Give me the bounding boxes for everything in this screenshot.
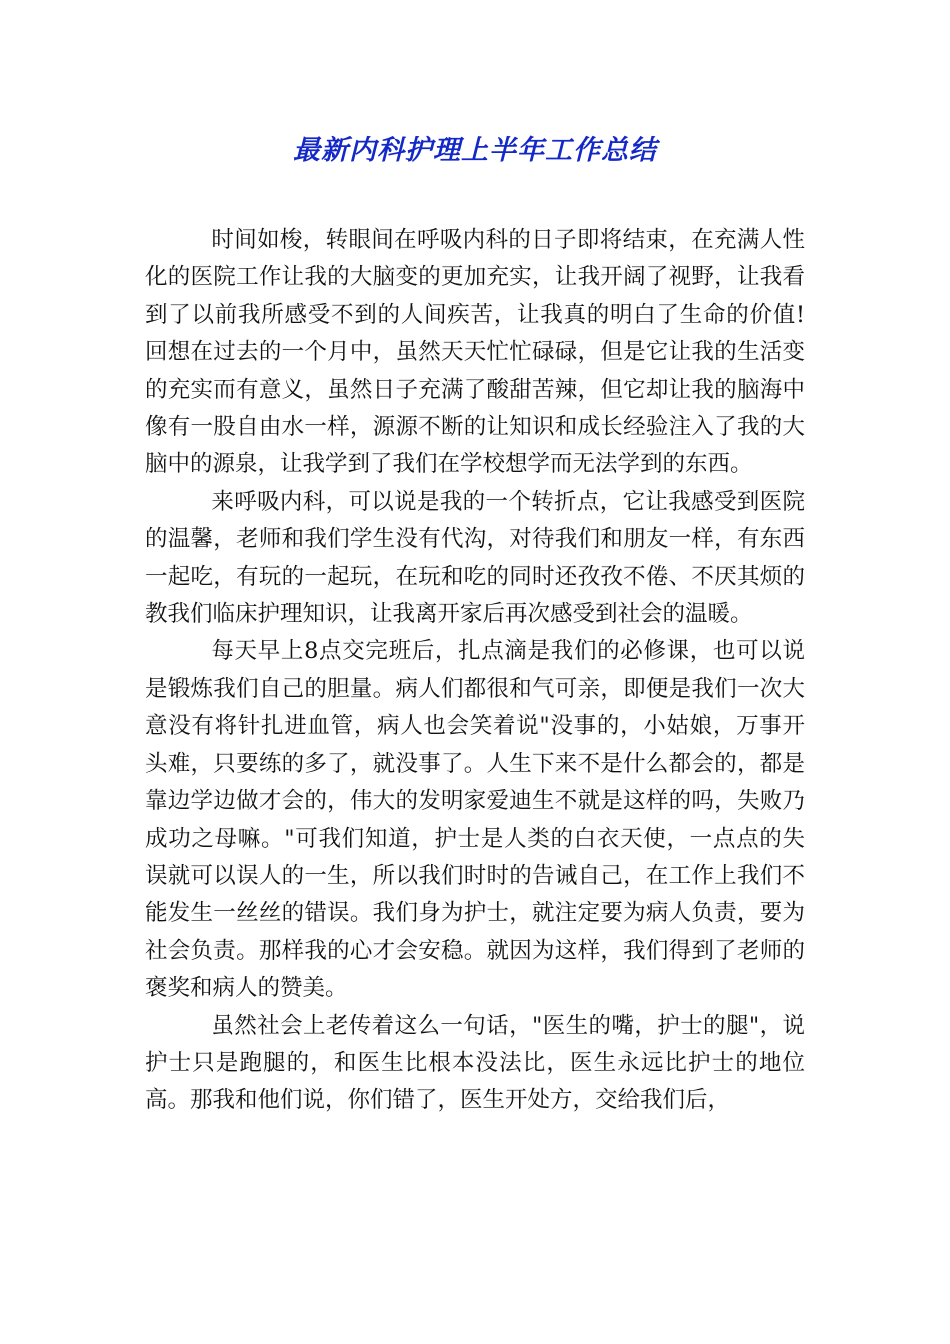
- paragraph: 时间如梭，转眼间在呼吸内科的日子即将结束，在充满人性化的医院工作让我的大脑变的更加充实，让我开阔了视野，让我看到了以前我所感受不到的人间疾苦，让我真的明白了生命的价值!回想在过去的一个月中，虽然天天忙忙碌碌，但是它让我的生活变的充实而有意义，虽然日子充满了酸甜苦辣，但它却让我的脑海中像有一股自由水一样，源源不断的让知识和成长经验注入了我的大脑中的源泉，让我学到了我们在学校想学而无法学到的东西。: [145, 227, 805, 478]
- document-title: 最新内科护理上半年工作总结: [293, 135, 657, 166]
- paragraph: 每天早上8点交完班后，扎点滴是我们的必修课，也可以说是锻炼我们自己的胆量。病人们都很和气可亲，即便是我们一次大意没有将针扎进血管，病人也会笑着说"没事的，小姑娘，万事开头难，只要练的多了，就没事了。人生下来不是什么都会的，都是靠边学边做才会的，伟大的发明家爱迪生不就是这样的吗，失败乃成功之母嘛。"可我们知道，护士是人类的白衣天使，一点点的失误就可以误人的一生，所以我们时时的告诫自己，在工作上我们不能发生一丝丝的错误。我们身为护士，就注定要为病人负责，要为社会负责。那样我的心才会安稳。就因为这样，我们得到了老师的褒奖和病人的赞美。: [145, 638, 805, 1002]
- document-body: [145, 222, 805, 1120]
- paragraph: 虽然社会上老传着这么一句话，"医生的嘴，护士的腿"，说护士只是跑腿的，和医生比根本没法比，医生永远比护士的地位高。那我和他们说，你们错了，医生开处方，交给我们后，: [145, 1012, 805, 1114]
- paragraph: 来呼吸内科，可以说是我的一个转折点，它让我感受到医院的温馨，老师和我们学生没有代沟，对待我们和朋友一样，有东西一起吃，有玩的一起玩，在玩和吃的同时还孜孜不倦、不厌其烦的教我们临床护理知识，让我离开家后再次感受到社会的温暖。: [145, 488, 805, 628]
